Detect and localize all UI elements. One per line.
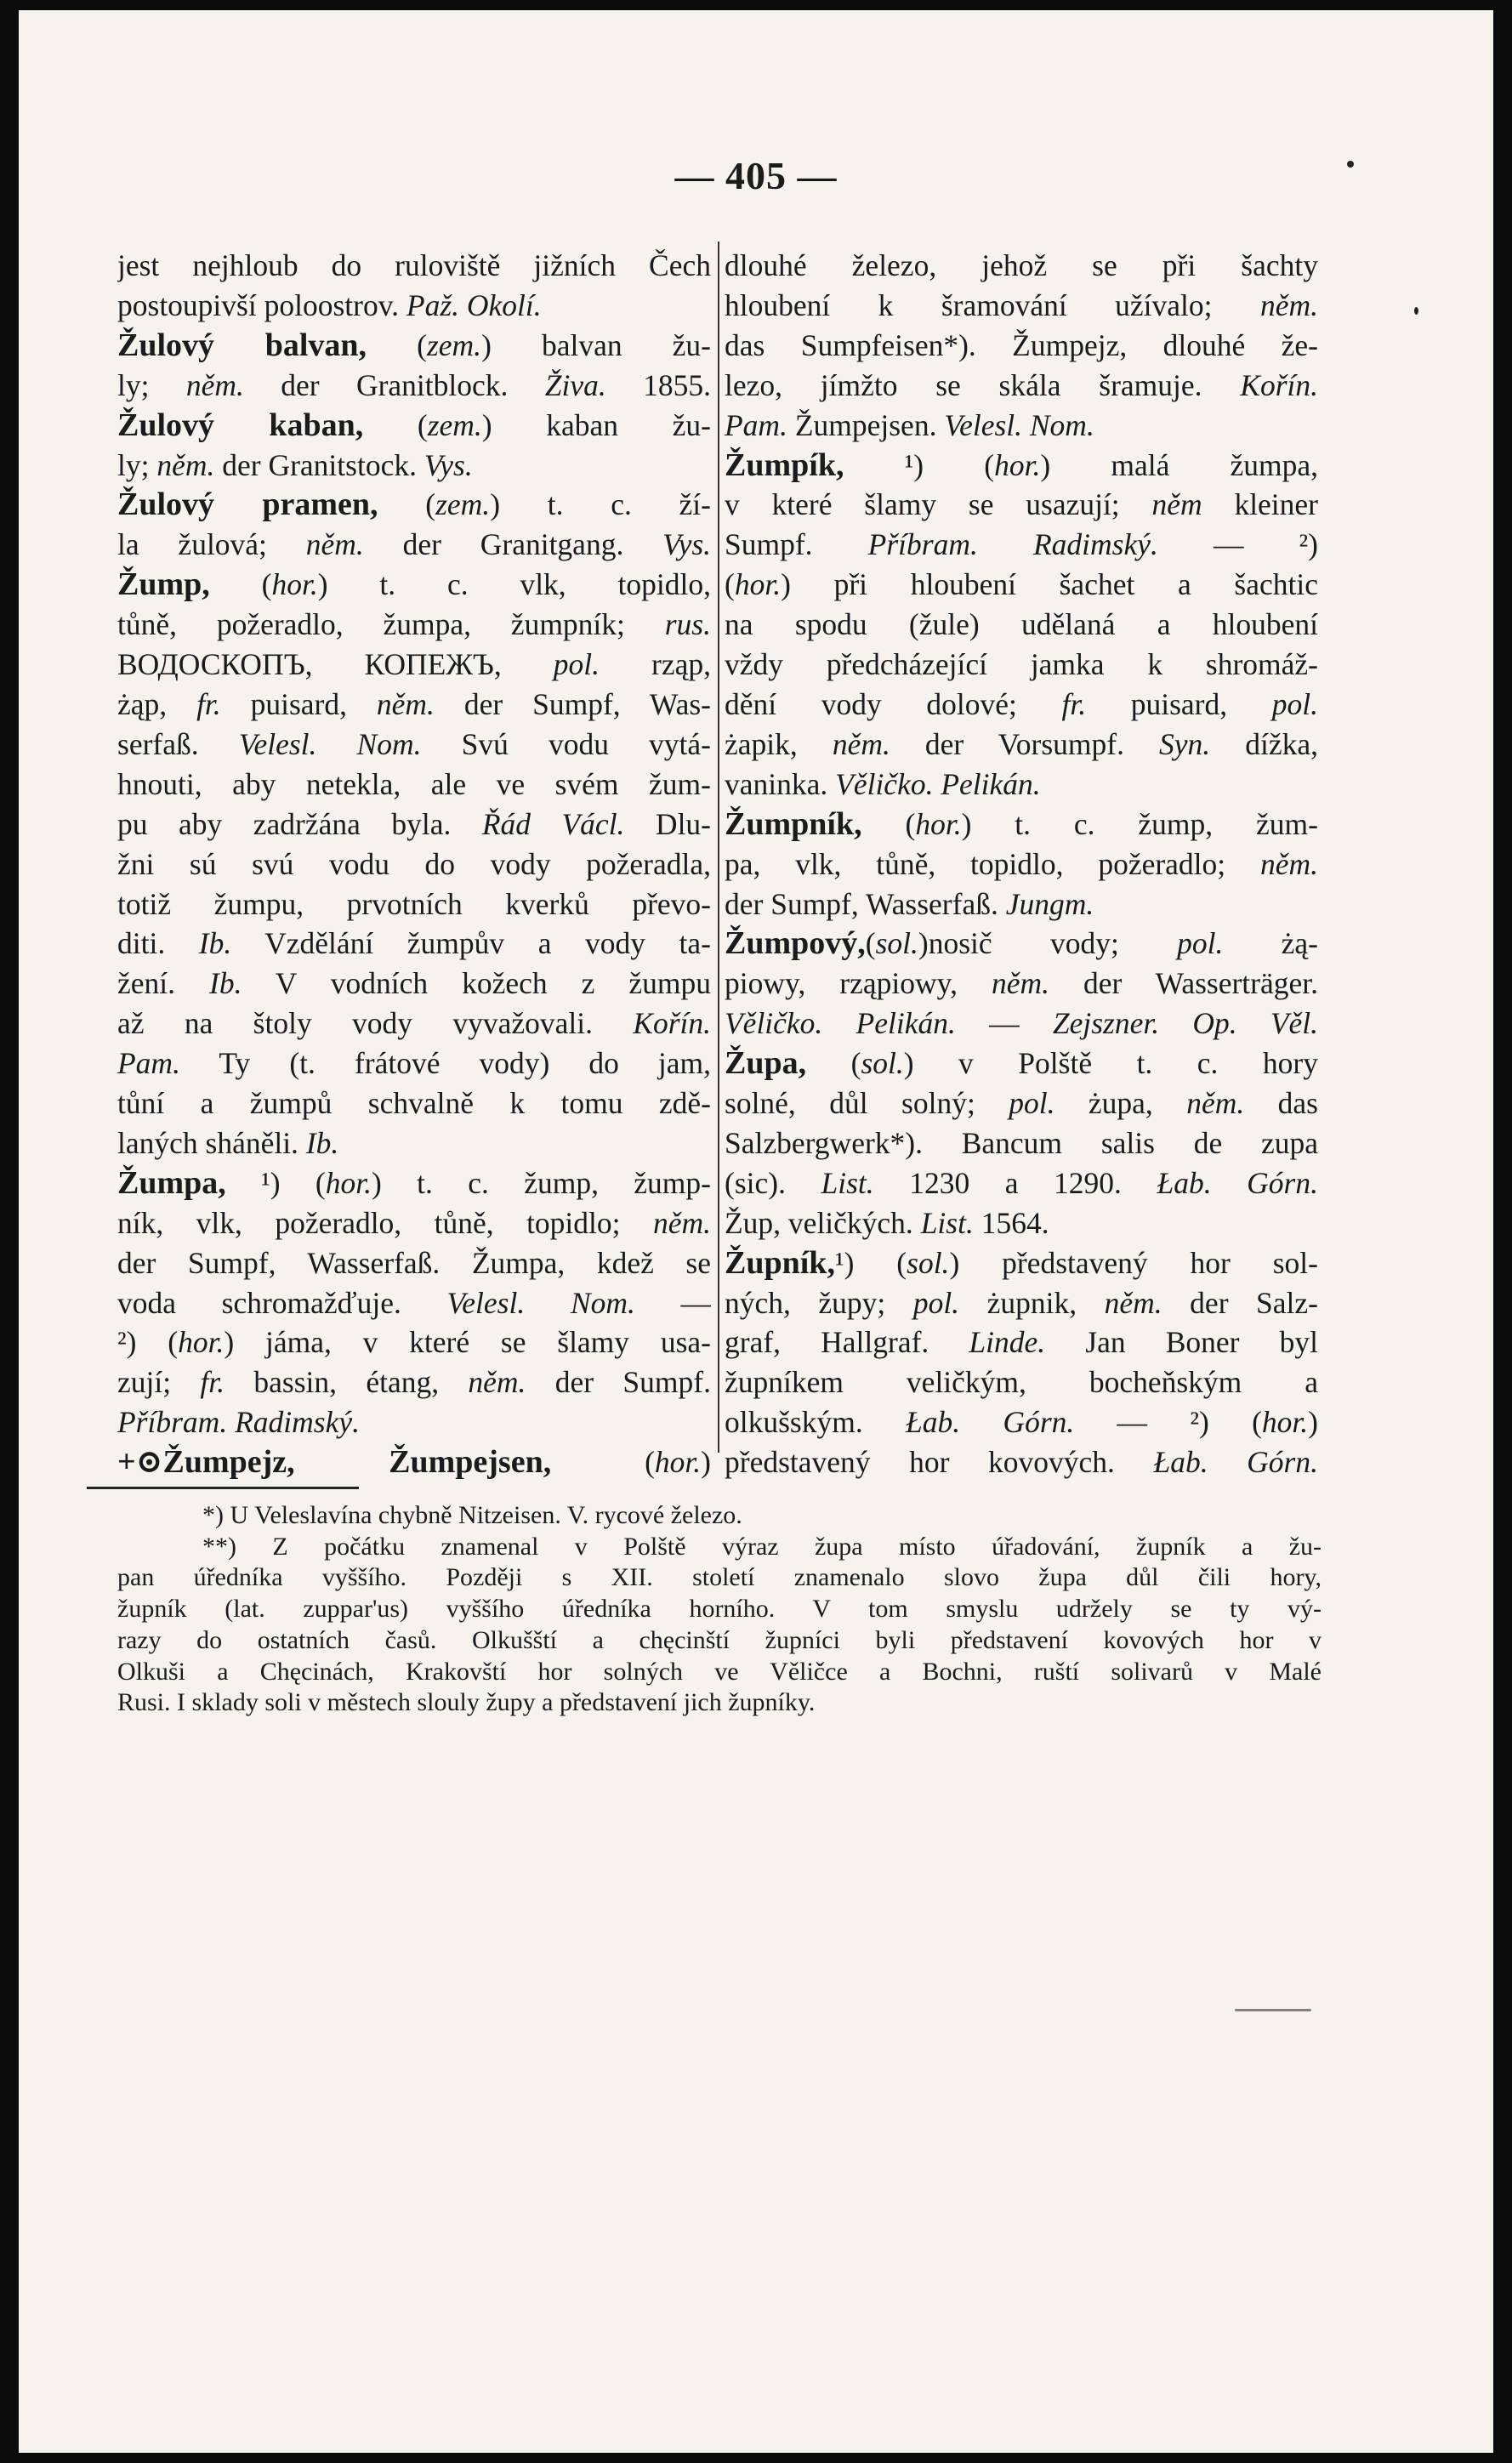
- text-span: ) malá žumpa,: [1040, 447, 1318, 482]
- text-span: Jan Boner byl: [1045, 1325, 1318, 1360]
- text-line: [725, 1044, 1318, 1084]
- text-span: postoupivší poloostrov.: [117, 287, 406, 322]
- italic-text: Syn.: [1159, 726, 1211, 761]
- ink-speck: [1347, 161, 1354, 168]
- entry-headword: +⊙Žumpejz, Žumpejsen,: [117, 1444, 552, 1481]
- text-span: piowy, rząpiowy,: [725, 966, 992, 1001]
- text-span: ¹) (: [844, 447, 995, 482]
- text-span: graf, Hallgraf.: [725, 1325, 969, 1360]
- text-line: [725, 964, 1318, 1004]
- italic-text: hor.: [325, 1165, 372, 1200]
- text-line: totiž žumpu, prvotních kverků převo-: [117, 886, 711, 921]
- italic-text: Zejszner. Op. Věl.: [1052, 1006, 1318, 1041]
- footnote-line: *) U Veleslavína chybně Nitzeisen. V. rycové železo.: [202, 1501, 742, 1529]
- italic-text: Pam.: [725, 407, 787, 442]
- text-line: [117, 725, 711, 765]
- text-span: ²) (: [117, 1325, 179, 1360]
- italic-text: Pam.: [117, 1046, 180, 1081]
- entry-headword: Žulový pramen,: [117, 486, 378, 523]
- italic-text: List.: [920, 1205, 974, 1240]
- text-span: żupa,: [1054, 1086, 1187, 1121]
- text-span: V vodních kožech z žumpu: [242, 966, 711, 1001]
- right-column: [725, 246, 1318, 1482]
- text-span: ) jáma, v které se šlamy usa-: [224, 1325, 711, 1360]
- entry-headword: Žumpík,: [725, 447, 844, 483]
- entry-headword: Žump,: [117, 566, 210, 603]
- text-line: [117, 924, 711, 964]
- text-span: hloubení k šramování užívalo;: [725, 287, 1260, 322]
- footnote-line: Rusi. I sklady soli v městech slouly župy a představení jich župníky.: [117, 1688, 816, 1717]
- text-span: 1230 a 1290.: [873, 1165, 1157, 1200]
- text-line: [725, 1402, 1318, 1442]
- italic-text: Příbram. Radimský.: [117, 1405, 360, 1440]
- italic-text: Paž. Okolí.: [406, 287, 542, 322]
- italic-text: pol.: [1177, 926, 1224, 961]
- text-line: [117, 964, 711, 1004]
- text-span: olkušským.: [725, 1405, 907, 1440]
- text-span: der Sumpf, Wasserfaß.: [725, 886, 1006, 921]
- italic-text: pol.: [1271, 686, 1318, 721]
- italic-text: Łab. Górn.: [906, 1405, 1075, 1440]
- text-span: tůně, požeradlo, žumpa, žumpník;: [117, 607, 665, 642]
- text-line: [725, 885, 1318, 924]
- text-line: [117, 1123, 711, 1163]
- text-line: [117, 326, 711, 366]
- text-span: ) t. c. žump, žump-: [372, 1165, 711, 1200]
- text-span: ) představený hor sol-: [949, 1245, 1318, 1280]
- italic-text: Ib.: [209, 966, 242, 1001]
- text-span: vaninka.: [725, 766, 836, 801]
- text-line: [117, 406, 711, 446]
- text-line: [725, 406, 1318, 446]
- ink-speck: [1414, 307, 1418, 315]
- italic-text: pol.: [553, 647, 600, 682]
- text-span: das: [1244, 1086, 1318, 1121]
- text-line: [117, 1203, 711, 1243]
- dictionary-page: [19, 10, 1493, 2453]
- italic-text: Łab. Górn.: [1157, 1165, 1318, 1200]
- text-span: —: [955, 1006, 1053, 1041]
- text-span: 1564.: [973, 1205, 1049, 1240]
- text-span: ¹) (: [225, 1165, 326, 1200]
- text-span: ly;: [117, 367, 186, 402]
- text-span: ných, župy;: [725, 1285, 913, 1320]
- text-span: bassin, étang,: [225, 1365, 469, 1400]
- text-span: serfaß.: [117, 726, 239, 761]
- text-span: zují;: [117, 1365, 201, 1400]
- text-span: żupnik,: [959, 1285, 1105, 1320]
- italic-text: hor.: [915, 806, 962, 841]
- text-span: ) balvan žu-: [481, 327, 711, 362]
- left-column: [117, 246, 711, 1482]
- text-span: Sumpf.: [725, 527, 868, 562]
- text-span: (: [865, 926, 876, 961]
- italic-text: hor.: [654, 1445, 702, 1480]
- text-line: hnouti, aby netekla, ale ve svém žum-: [117, 766, 711, 801]
- text-span: (: [209, 567, 272, 602]
- italic-text: Łab. Górn.: [1153, 1445, 1318, 1480]
- italic-text: Ib.: [198, 926, 232, 961]
- italic-text: něm.: [156, 447, 215, 482]
- text-span: der Granitgang.: [363, 527, 663, 562]
- text-line: [117, 565, 711, 605]
- text-line: župníkem veličkým, bocheňským a: [725, 1365, 1318, 1400]
- italic-text: něm.: [376, 686, 435, 721]
- text-span: dění vody dolové;: [725, 686, 1062, 721]
- entry-headword: Žumpník,: [725, 805, 862, 842]
- text-line: [117, 805, 711, 845]
- text-span: żą-: [1223, 926, 1318, 961]
- text-span: rząp,: [600, 647, 711, 682]
- italic-text: rus.: [664, 607, 711, 642]
- text-line: [725, 685, 1318, 725]
- text-span: der Granitblock.: [243, 367, 545, 402]
- text-span: Svú vodu vytá-: [421, 726, 711, 761]
- text-line: [117, 1362, 711, 1402]
- text-span: (: [363, 407, 428, 442]
- ink-smudge: [1235, 2009, 1311, 2011]
- text-span: — ²) (: [1074, 1405, 1262, 1440]
- text-line: [725, 1243, 1318, 1283]
- text-line: [725, 845, 1318, 885]
- text-span: laných sháněli.: [117, 1125, 306, 1160]
- text-span: v které šlamy se usazují;: [725, 487, 1152, 522]
- text-span: Žumpejsen.: [787, 407, 945, 442]
- text-line: [117, 1323, 711, 1362]
- text-line: [725, 725, 1318, 765]
- italic-text: Věličko. Pelikán.: [725, 1006, 956, 1041]
- italic-text: Velesl. Nom.: [446, 1285, 635, 1320]
- text-line: [117, 1283, 711, 1323]
- italic-text: sol.: [875, 926, 918, 961]
- text-span: voda schromažďuje.: [117, 1285, 447, 1320]
- italic-text: něm.: [305, 527, 364, 562]
- text-line: [725, 565, 1318, 605]
- text-span: žení.: [117, 966, 209, 1001]
- italic-text: Řád Václ.: [481, 806, 625, 841]
- text-span: ) kaban žu-: [481, 407, 711, 442]
- entry-headword: Žulový kaban,: [117, 407, 364, 443]
- text-span: solné, důl solný;: [725, 1086, 1009, 1121]
- text-line: [725, 485, 1318, 525]
- text-span: pa, vlk, tůně, topidlo, požeradlo;: [725, 846, 1260, 881]
- entry-headword: Žumpa,: [117, 1164, 226, 1201]
- italic-text: Linde.: [969, 1325, 1046, 1360]
- text-line: [725, 1163, 1318, 1203]
- text-span: (: [861, 806, 916, 841]
- text-line: [117, 366, 711, 406]
- text-span: kleiner: [1202, 487, 1318, 522]
- text-line: [725, 525, 1318, 565]
- text-span: ) t. c. vlk, topidlo,: [317, 567, 711, 602]
- text-line: [117, 1163, 711, 1203]
- text-span: ¹) (: [834, 1245, 907, 1280]
- footnotes: [117, 1500, 1322, 1719]
- text-span: ): [701, 1445, 711, 1480]
- text-span: żapik,: [725, 726, 833, 761]
- text-span: puisard,: [220, 686, 377, 721]
- text-line: [117, 446, 711, 486]
- italic-text: něm.: [991, 966, 1049, 1001]
- italic-text: fr.: [196, 686, 221, 721]
- italic-text: Vys.: [662, 527, 711, 562]
- text-line: [725, 1283, 1318, 1323]
- text-span: (: [806, 1046, 861, 1081]
- text-line: [117, 1044, 711, 1084]
- italic-text: Vys.: [423, 447, 473, 482]
- text-line: vždy předcházející jamka k shromáž-: [725, 647, 1318, 682]
- italic-text: Živa.: [544, 367, 606, 402]
- text-span: Ty (t. frátové vody) do jam,: [179, 1046, 711, 1081]
- italic-text: Kořín.: [633, 1006, 711, 1041]
- text-line: Salzbergwerk*). Bancum salis de zupa: [725, 1125, 1318, 1160]
- italic-text: Příbram. Radimský.: [867, 527, 1158, 562]
- text-span: Dlu-: [624, 806, 711, 841]
- text-span: puisard,: [1086, 686, 1272, 721]
- text-line: [725, 1004, 1318, 1044]
- text-span: żąp,: [117, 686, 197, 721]
- italic-text: něm.: [832, 726, 890, 761]
- italic-text: něm.: [1259, 287, 1318, 322]
- italic-text: něm: [1151, 487, 1202, 522]
- italic-text: hor.: [178, 1325, 225, 1360]
- text-line: [725, 286, 1318, 326]
- italic-text: fr.: [200, 1365, 225, 1400]
- text-span: der Wasserträger.: [1049, 966, 1318, 1001]
- italic-text: hor.: [271, 567, 318, 602]
- text-span: der Vorsumpf.: [890, 726, 1160, 761]
- text-span: Vzdělání žumpův a vody ta-: [231, 926, 711, 961]
- text-span: dížka,: [1210, 726, 1318, 761]
- entry-headword: Župník,: [725, 1244, 835, 1281]
- text-line: [117, 1004, 711, 1044]
- italic-text: něm.: [468, 1365, 526, 1400]
- italic-text: něm.: [185, 367, 244, 402]
- entry-headword: Župa,: [725, 1045, 807, 1082]
- text-span: ) při hloubení šachet a šachtic: [781, 567, 1318, 602]
- text-span: —: [634, 1285, 711, 1320]
- italic-text: hor.: [994, 447, 1041, 482]
- text-line: [117, 685, 711, 725]
- text-span: ) t. c. žump, žum-: [961, 806, 1318, 841]
- text-line: na spodu (žule) udělaná a hloubení: [725, 607, 1318, 642]
- italic-text: pol.: [912, 1285, 960, 1320]
- italic-text: Věličko. Pelikán.: [835, 766, 1041, 801]
- text-span: 1855.: [605, 367, 711, 402]
- text-span: (: [551, 1445, 655, 1480]
- text-span: ) v Polště t. c. hory: [903, 1046, 1318, 1081]
- text-span: Žup, veličkých.: [725, 1205, 921, 1240]
- text-line: [117, 485, 711, 525]
- text-span: ník, vlk, požeradlo, tůně, topidlo;: [117, 1205, 653, 1240]
- entry-headword: Žumpový,: [725, 925, 866, 962]
- text-span: der Sumpf.: [526, 1365, 711, 1400]
- italic-text: hor.: [734, 567, 782, 602]
- italic-text: zem.: [427, 407, 482, 442]
- text-span: (: [725, 567, 735, 602]
- page-number: — 405 —: [674, 154, 838, 197]
- text-span: až na štoly vody vyvažovali.: [117, 1006, 634, 1041]
- text-span: ): [1308, 1405, 1318, 1440]
- text-span: la žulová;: [117, 527, 306, 562]
- italic-text: něm.: [1259, 846, 1318, 881]
- text-line: [117, 605, 711, 645]
- column-divider: [718, 242, 719, 1453]
- text-line: [725, 1323, 1318, 1362]
- italic-text: Velesl. Nom.: [238, 726, 422, 761]
- footnote-line: župník (lat. zuppar'us) vyššího úředníka horního. V tom smyslu udržely se ty vý-: [117, 1595, 1322, 1624]
- italic-text: fr.: [1061, 686, 1087, 721]
- text-span: (sic).: [725, 1165, 821, 1200]
- text-span: ly;: [117, 447, 157, 482]
- text-span: )nosič vody;: [918, 926, 1178, 961]
- text-line: [117, 1442, 711, 1482]
- entry-headword: Žulový balvan,: [117, 327, 367, 363]
- text-line: žni sú svú vodu do vody požeradla,: [117, 846, 711, 881]
- text-line: [725, 765, 1318, 805]
- text-line: [725, 446, 1318, 486]
- italic-text: sol.: [907, 1245, 950, 1280]
- footnote-rule: [87, 1487, 359, 1489]
- text-line: [725, 805, 1318, 845]
- text-line: [117, 286, 711, 326]
- text-line: [725, 1203, 1318, 1243]
- text-span: diti.: [117, 926, 199, 961]
- text-line: [725, 924, 1318, 964]
- text-span: (: [378, 487, 436, 522]
- text-span: představený hor kovových.: [725, 1445, 1154, 1480]
- text-line: jest nejhloub do ruloviště jižních Čech: [117, 248, 711, 282]
- italic-text: zem.: [435, 487, 491, 522]
- footnote-line: Olkuši a Chęcinách, Krakovští hor solných ve Věličce a Bochni, ruští solivarů v Malé: [117, 1657, 1322, 1686]
- text-line: tůní a žumpů schvalně k tomu zdě-: [117, 1086, 711, 1121]
- italic-text: List.: [821, 1165, 874, 1200]
- italic-text: Jungm.: [1005, 886, 1094, 921]
- text-span: ВОДОСКОПЪ, КОПЕЖЪ,: [117, 647, 554, 682]
- text-span: (: [367, 327, 427, 362]
- text-span: der Sumpf, Was-: [434, 686, 711, 721]
- italic-text: něm.: [1186, 1086, 1245, 1121]
- text-span: — ²): [1157, 527, 1318, 562]
- text-line: der Sumpf, Wasserfaß. Žumpa, kdež se: [117, 1245, 711, 1280]
- footnote-line: pan úředníka vyššího. Později s XII. století znamenalo slovo župa důl čili hory,: [117, 1563, 1322, 1592]
- italic-text: Ib.: [305, 1125, 339, 1160]
- text-line: dlouhé železo, jehož se při šachty: [725, 248, 1318, 282]
- text-line: [117, 645, 711, 685]
- italic-text: hor.: [1261, 1405, 1309, 1440]
- italic-text: Velesl. Nom.: [944, 407, 1094, 442]
- italic-text: něm.: [1104, 1285, 1162, 1320]
- text-line: [725, 366, 1318, 406]
- text-line: [725, 1442, 1318, 1482]
- italic-text: Kořín.: [1240, 367, 1318, 402]
- text-line: [725, 1084, 1318, 1123]
- text-line: [117, 1402, 711, 1442]
- italic-text: sol.: [861, 1046, 904, 1081]
- text-span: pu aby zadržána byla.: [117, 806, 482, 841]
- text-span: lezo, jímžto se skála šramuje.: [725, 367, 1241, 402]
- text-line: das Sumpfeisen*). Žumpejz, dlouhé že-: [725, 327, 1318, 362]
- text-span: der Granitstock.: [214, 447, 424, 482]
- footnote-line: razy do ostatních časů. Olkušští a chęcinští župníci byli představení kovových hor v: [117, 1625, 1322, 1654]
- text-span: ) t. c. ží-: [490, 487, 711, 522]
- footnote-line: **) Z počátku znamenal v Polště výraz župa místo úřadování, župník a žu-: [202, 1532, 1322, 1561]
- text-span: der Salz-: [1162, 1285, 1318, 1320]
- italic-text: něm.: [652, 1205, 711, 1240]
- italic-text: zem.: [426, 327, 482, 362]
- text-line: [117, 525, 711, 565]
- italic-text: pol.: [1009, 1086, 1055, 1121]
